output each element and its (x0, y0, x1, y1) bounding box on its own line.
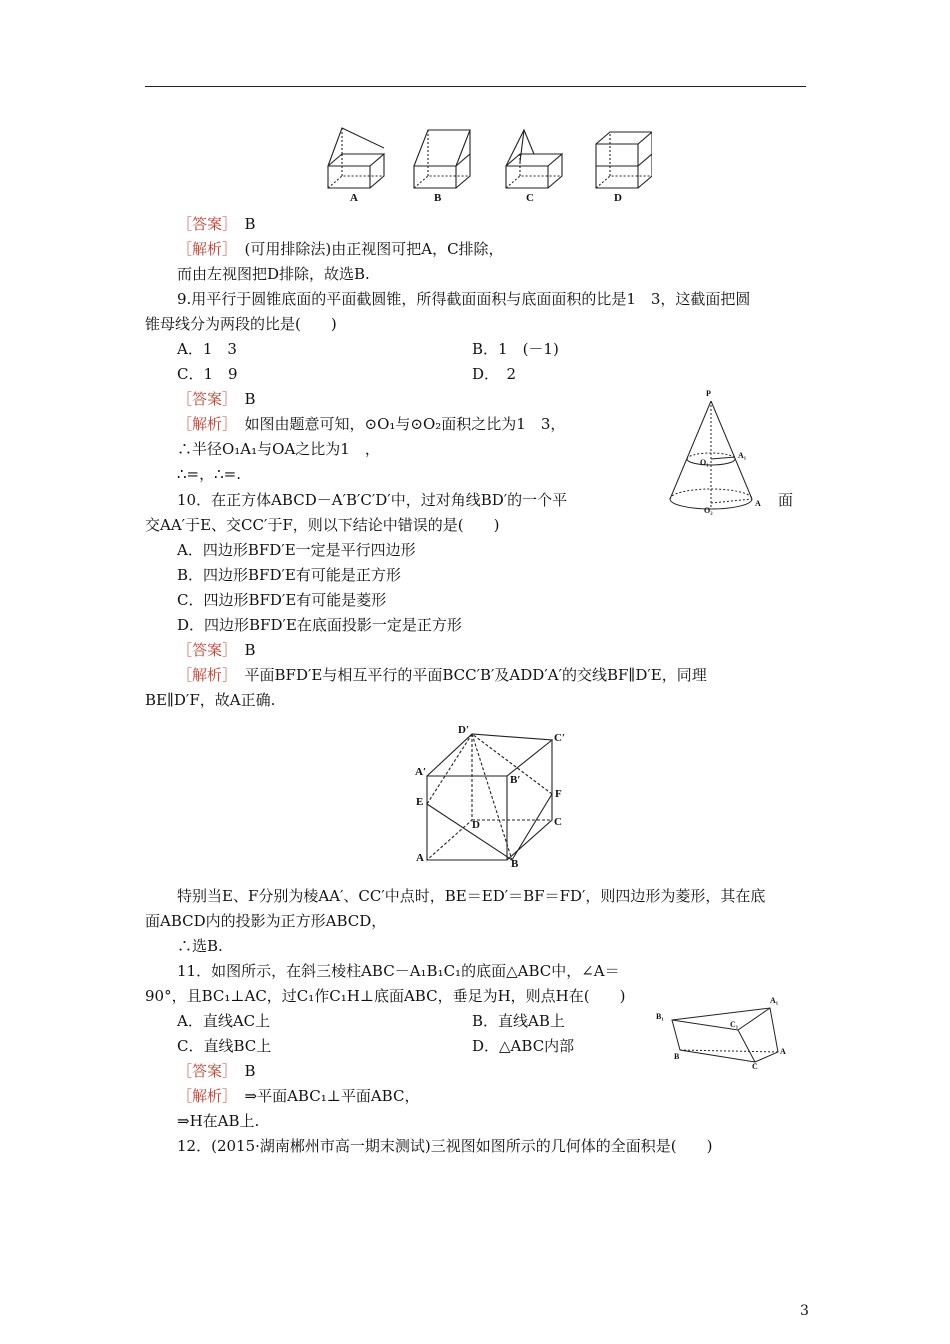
option-label-a: A (350, 192, 358, 204)
prism-label-a: A (780, 1047, 786, 1056)
cube-label-c1: C′ (554, 732, 566, 744)
analysis-10-conclusion: ∴选B. (177, 937, 223, 955)
prism-figure (656, 996, 790, 1072)
option-11b: B．直线AB上 (472, 1012, 565, 1030)
option-9d: D． 2 (472, 365, 517, 383)
cone-label-o1: O₁ (700, 458, 709, 467)
cone-label-o2: O₂ (704, 506, 713, 515)
cube-label-a: A (416, 852, 424, 864)
prism-label-c1: C₁ (730, 1020, 739, 1029)
analysis-10-cont: BE∥D′F，故A正确. (145, 691, 276, 709)
analysis-10-special-cont: 面ABCD内的投影为正方形ABCD， (145, 912, 387, 930)
option-10b: B．四边形BFD′E有可能是正方形 (177, 566, 401, 584)
cube-label-b: B (511, 858, 519, 870)
prism-label-b1: B₁ (656, 1012, 664, 1021)
option-label-d: D (614, 192, 622, 204)
answer-9: ［答案］ B (177, 390, 256, 408)
option-10a: A．四边形BFD′E一定是平行四边形 (177, 541, 416, 559)
cone-label-p: P (706, 389, 711, 398)
cube-label-d1: D′ (458, 724, 470, 736)
question-11-cont: 90°，且BC₁⊥AC，过C₁作C₁H⊥底面ABC，垂足为H，则点H在( ) (145, 987, 626, 1005)
cone-figure (662, 389, 772, 520)
question-11: 11．如图所示，在斜三棱柱ABC－A₁B₁C₁的底面△ABC中，∠A＝ (177, 962, 620, 980)
option-10c: C．四边形BFD′E有可能是菱形 (177, 591, 387, 609)
cube-label-f: F (555, 788, 562, 800)
page-number: 3 (800, 1303, 809, 1319)
header-rule (145, 86, 806, 87)
analysis-9-line3: ∴=，∴=. (177, 465, 241, 483)
question-9: 9.用平行于圆锥底面的平面截圆锥，所得截面面积与底面面积的比是1 3，这截面把圆 (177, 290, 751, 308)
answer-8: ［答案］ B (177, 215, 256, 233)
prism-label-b: B (674, 1052, 680, 1061)
option-11d: D．△ABC内部 (472, 1037, 575, 1055)
answer-11: ［答案］ B (177, 1062, 256, 1080)
analysis-9-line2: ∴半径O₁A₁与OA之比为1 ， (177, 440, 380, 458)
analysis-8-cont: 而由左视图把D排除，故选B. (177, 265, 370, 283)
cone-label-a1: A₁ (738, 451, 747, 460)
solids-figure (322, 124, 652, 206)
analysis-9: ［解析］ 如图由题意可知，⊙O₁与⊙O₂面积之比为1 3， (177, 415, 566, 433)
question-9-cont: 锥母线分为两段的比是( ) (145, 315, 337, 333)
option-11c: C．直线BC上 (177, 1037, 272, 1055)
prism-label-c: C (752, 1062, 758, 1071)
option-9a: A．1 3 (177, 340, 237, 358)
question-12: 12．(2015·湖南郴州市高一期末测试)三视图如图所示的几何体的全面积是( ) (177, 1137, 713, 1155)
option-11a: A．直线AC上 (177, 1012, 271, 1030)
analysis-11: ［解析］ ⇒平面ABC₁⊥平面ABC， (177, 1087, 420, 1105)
cube-label-d: D (472, 819, 480, 831)
cube-figure (412, 724, 578, 870)
analysis-10: ［解析］ 平面BFD′E与相互平行的平面BCC′B′及ADD′A′的交线BF∥D′E，同理 (177, 666, 707, 684)
option-9b: B．1 (－1) (472, 340, 559, 358)
cube-label-c: C (554, 816, 562, 828)
analysis-11-cont: ⇒H在AB上. (177, 1112, 260, 1130)
question-10: 10．在正方体ABCD－A′B′C′D′中，过对角线BD′的一个平 (177, 491, 568, 509)
option-label-c: C (526, 192, 534, 204)
cube-label-e: E (416, 796, 424, 808)
option-9c: C．1 9 (177, 365, 238, 383)
analysis-8: ［解析］ (可用排除法)由正视图可把A，C排除， (177, 240, 504, 258)
cube-label-b1: B′ (510, 774, 521, 786)
prism-label-a1: A₁ (770, 996, 779, 1005)
cone-label-a: A (755, 499, 761, 508)
answer-10: ［答案］ B (177, 641, 256, 659)
question-10-end: 面 (778, 491, 794, 509)
option-10d: D．四边形BFD′E在底面投影一定是正方形 (177, 616, 462, 634)
analysis-10-special: 特别当E、F分别为棱AA′、CC′中点时，BE＝ED′＝BF＝FD′，则四边形为菱形，其在底 (177, 887, 766, 905)
option-label-b: B (434, 192, 442, 204)
question-10-cont: 交AA′于E、交CC′于F，则以下结论中错误的是( ) (145, 516, 500, 534)
cube-label-a1: A′ (415, 766, 427, 778)
